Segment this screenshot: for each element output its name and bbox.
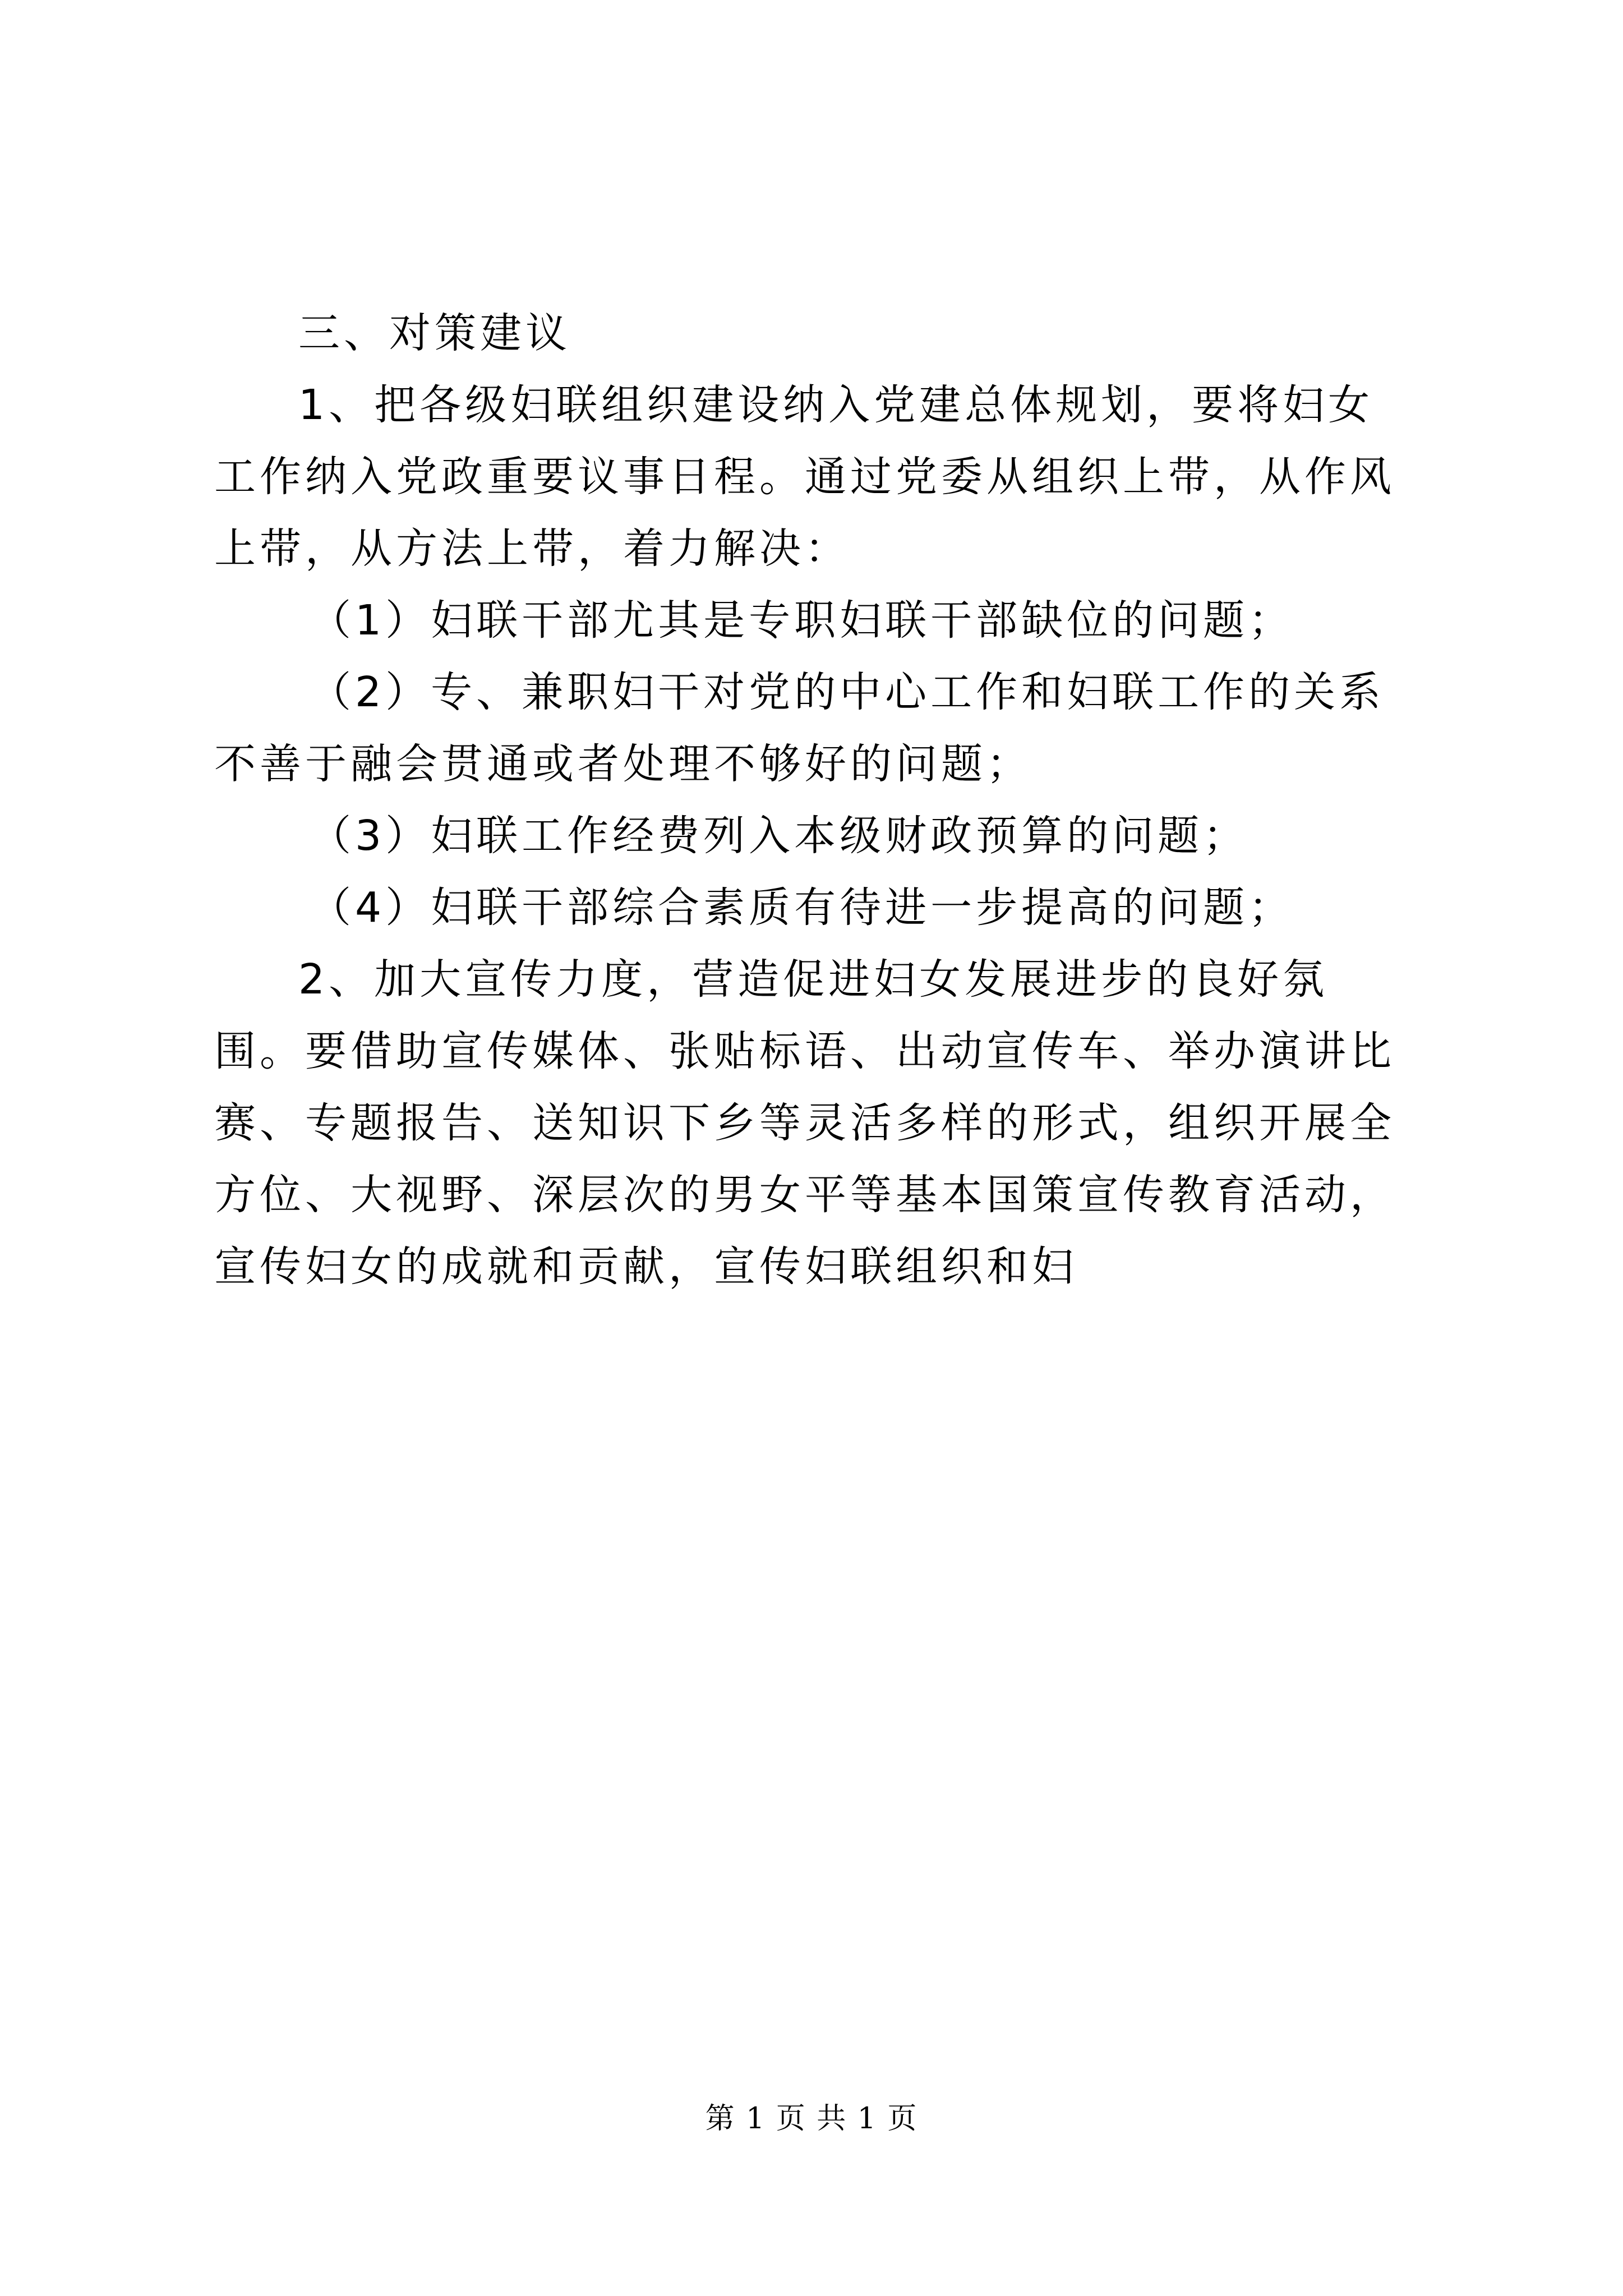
page-footer: 第 1 页 共 1 页 [705, 2102, 918, 2136]
paragraph-1: 1、把各级妇联组织建设纳入党建总体规划，要将妇女工作纳入党政重要议事日程。通过党委从组织上带，从作风上带，从方法上带，着力解决： [214, 381, 1395, 573]
list-item-4: （4）妇联干部综合素质有待进一步提高的问题； [310, 884, 1294, 932]
list-item-1: （1）妇联干部尤其是专职妇联干部缺位的问题； [310, 596, 1294, 645]
list-item-3: （3）妇联工作经费列入本级财政预算的问题； [310, 812, 1249, 860]
section-heading: 三、对策建议 [298, 309, 571, 357]
paragraph-2: 2、加大宣传力度，营造促进妇女发展进步的良好氛围。要借助宣传媒体、张贴标语、出动宣传车、举办演讲比赛、专题报告、送知识下乡等灵活多样的形式，组织开展全方位、大视野、深层次的男女平等基本国策宣传教育活动，宣传妇女的成就和贡献，宣传妇联组织和妇 [214, 955, 1395, 1291]
list-item-2: （2）专、兼职妇干对党的中心工作和妇联工作的关系不善于融会贯通或者处理不够好的问题； [214, 668, 1385, 788]
document-body [214, 297, 1414, 1303]
